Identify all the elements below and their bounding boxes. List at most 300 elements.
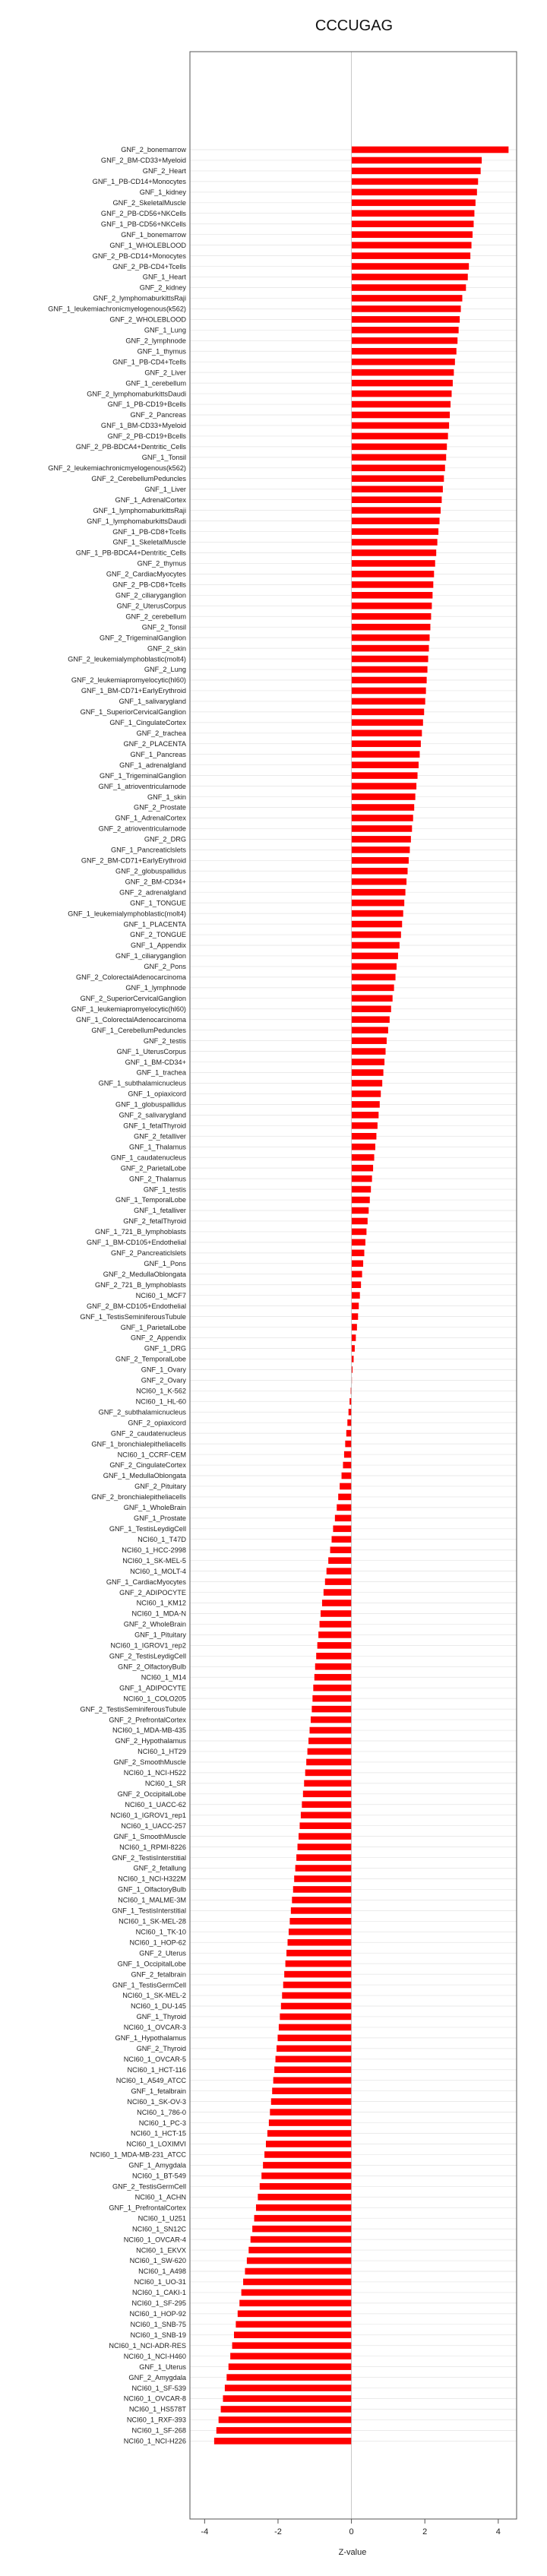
bar bbox=[352, 1302, 359, 1309]
category-label: GNF_1_Pancreaticlslets bbox=[110, 846, 186, 854]
category-label: GNF_1_cerebellum bbox=[125, 379, 186, 388]
bar bbox=[293, 1886, 352, 1893]
bar bbox=[337, 1505, 351, 1511]
category-label: NCI60_1_SF-295 bbox=[131, 2299, 186, 2308]
bar bbox=[219, 2416, 352, 2423]
bar bbox=[305, 1770, 352, 1777]
bar bbox=[352, 921, 403, 928]
bar bbox=[263, 2162, 351, 2169]
bar bbox=[352, 1271, 362, 1277]
category-label: GNF_1_WholeBrain bbox=[123, 1504, 186, 1512]
bar bbox=[343, 1462, 351, 1469]
bar bbox=[299, 1833, 352, 1840]
category-label: GNF_1_leukemialymphoblastic(molt4) bbox=[68, 910, 186, 918]
category-label: NCI60_1_LOXIMVI bbox=[126, 2140, 186, 2148]
category-label: GNF_2_DRG bbox=[144, 835, 186, 843]
bar bbox=[352, 740, 421, 747]
category-label: NCI60_1_HOP-62 bbox=[129, 1938, 186, 1947]
category-label: GNF_2_Prostate bbox=[134, 803, 186, 812]
bar bbox=[229, 2363, 352, 2370]
bar bbox=[282, 1992, 351, 1999]
bar bbox=[352, 433, 448, 440]
bar bbox=[303, 1791, 352, 1798]
category-label: GNF_1_ciliaryganglion bbox=[115, 952, 186, 960]
bar bbox=[352, 1122, 378, 1129]
bar bbox=[352, 751, 420, 758]
category-label: GNF_2_Pituitary bbox=[134, 1483, 186, 1491]
category-label: GNF_1_Hypothalamus bbox=[115, 2034, 186, 2043]
bar bbox=[311, 1706, 351, 1713]
category-label: NCI60_1_COLO205 bbox=[123, 1695, 186, 1703]
category-label: GNF_1_SmoothMuscle bbox=[113, 1832, 186, 1840]
bar bbox=[352, 836, 411, 843]
bar bbox=[247, 2258, 352, 2264]
category-label: NCI60_1_MDA-MB-435 bbox=[112, 1726, 186, 1735]
category-label: GNF_2_Heart bbox=[142, 167, 186, 176]
bar bbox=[238, 2311, 352, 2318]
category-label: NCI60_1_IGROV1_rep2 bbox=[110, 1641, 186, 1650]
bar bbox=[306, 1759, 351, 1766]
bar bbox=[296, 1854, 351, 1861]
category-label: NCI60_1_T47D bbox=[138, 1535, 186, 1543]
bar bbox=[352, 974, 396, 981]
bar bbox=[352, 1345, 355, 1352]
bar bbox=[330, 1546, 352, 1553]
category-label: GNF_1_UterusCorpus bbox=[116, 1047, 186, 1055]
category-label: GNF_1_TONGUE bbox=[130, 899, 186, 907]
category-label: GNF_1_skin bbox=[147, 793, 186, 801]
bar bbox=[214, 2438, 352, 2445]
category-label: GNF_1_PrefrontalCortex bbox=[109, 2204, 186, 2212]
category-label: GNF_2_BM-CD33+Myeloid bbox=[100, 157, 186, 165]
category-label: NCI60_1_UACC-257 bbox=[121, 1821, 186, 1830]
bar bbox=[308, 1738, 352, 1745]
category-label: GNF_1_CingulateCortex bbox=[109, 719, 186, 727]
category-labels bbox=[48, 146, 187, 2445]
bar bbox=[352, 698, 425, 705]
bar bbox=[255, 2215, 352, 2222]
bar bbox=[352, 391, 452, 397]
category-label: NCI60_1_HCT-116 bbox=[127, 2065, 186, 2074]
category-label: GNF_1_salivarygland bbox=[119, 698, 186, 706]
category-label: GNF_2_leukemiapromyelocytic(hl60) bbox=[71, 676, 186, 685]
bar bbox=[277, 2035, 351, 2042]
category-label: GNF_1_OlfactoryBulb bbox=[118, 1885, 186, 1894]
category-label: GNF_2_Hypothalamus bbox=[115, 1737, 186, 1745]
category-label: GNF_2_PB-CD8+Tcells bbox=[112, 581, 186, 589]
category-label: GNF_1_subthalamicnucleus bbox=[98, 1079, 186, 1087]
category-label: NCI60_1_NCI-H226 bbox=[123, 2437, 186, 2445]
bar bbox=[304, 1780, 351, 1787]
category-label: GNF_2_CardiacMyocytes bbox=[106, 570, 186, 578]
category-label: GNF_2_caudatenucleus bbox=[110, 1429, 186, 1438]
bar bbox=[352, 220, 474, 227]
bar bbox=[274, 2077, 352, 2084]
category-label: GNF_2_Thalamus bbox=[128, 1175, 186, 1183]
category-label: GNF_1_WHOLEBLOOD bbox=[109, 241, 186, 249]
category-label: GNF_2_thymus bbox=[137, 559, 186, 568]
category-label: NCI60_1_UO-31 bbox=[134, 2278, 186, 2286]
category-label: NCI60_1_SNB-75 bbox=[130, 2321, 186, 2328]
bar bbox=[321, 1610, 352, 1617]
category-label: GNF_2_cerebellum bbox=[125, 612, 186, 621]
bar bbox=[352, 1154, 375, 1161]
category-label: GNF_2_UterusCorpus bbox=[116, 602, 186, 610]
bar bbox=[352, 624, 431, 631]
category-label: NCI60_1_OVCAR-5 bbox=[123, 2055, 186, 2063]
bar bbox=[352, 645, 429, 652]
category-label: GNF_1_PB-CD56+NKCells bbox=[100, 220, 186, 228]
x-axis-ticks bbox=[201, 2519, 500, 2536]
category-label: NCI60_1_IGROV1_rep1 bbox=[110, 1811, 186, 1819]
bar bbox=[352, 1037, 387, 1044]
category-label: GNF_1_Pituitary bbox=[134, 1631, 186, 1639]
category-label: GNF_2_ParietalLobe bbox=[120, 1164, 186, 1172]
category-label: GNF_1_kidney bbox=[139, 188, 186, 197]
bar bbox=[352, 772, 418, 779]
category-label: NCI60_1_UACC-62 bbox=[125, 1800, 186, 1809]
category-label: NCI60_1_EKVX bbox=[136, 2246, 186, 2255]
category-label: GNF_2_salivarygland bbox=[119, 1111, 186, 1119]
bar bbox=[344, 1451, 352, 1458]
bar bbox=[352, 804, 415, 811]
category-label: GNF_1_Lung bbox=[144, 326, 186, 334]
category-label: GNF_2_BM-CD105+Endothelial bbox=[87, 1302, 186, 1310]
bar bbox=[289, 1918, 351, 1925]
bar bbox=[352, 761, 419, 768]
bar bbox=[269, 2119, 352, 2126]
category-label: GNF_2_bonemarrow bbox=[121, 146, 186, 154]
bar bbox=[352, 932, 401, 938]
category-label: NCI60_1_TK-10 bbox=[135, 1928, 186, 1936]
category-label: NCI60_1_M14 bbox=[141, 1673, 186, 1682]
bar bbox=[271, 2098, 352, 2105]
bar bbox=[352, 793, 416, 800]
category-label: NCI60_1_HL-60 bbox=[135, 1397, 186, 1406]
category-label: GNF_2_MedullaOblongata bbox=[103, 1270, 186, 1278]
category-label: GNF_2_Uterus bbox=[139, 1949, 186, 1957]
category-label: NCI60_1_SK-MEL-5 bbox=[122, 1556, 186, 1565]
bar bbox=[352, 720, 423, 726]
bar bbox=[352, 985, 394, 992]
bar bbox=[347, 1419, 351, 1426]
category-label: NCI60_1_SN12C bbox=[132, 2225, 186, 2233]
bar bbox=[352, 1281, 362, 1288]
bar bbox=[312, 1695, 351, 1702]
bar bbox=[299, 1822, 351, 1829]
category-label: NCI60_1_HCT-15 bbox=[130, 2129, 186, 2138]
bar bbox=[352, 688, 426, 695]
bar bbox=[266, 2141, 352, 2147]
bar bbox=[325, 1578, 352, 1585]
category-label: GNF_2_bronchialepitheliacells bbox=[91, 1493, 186, 1502]
bar bbox=[294, 1875, 351, 1882]
bar bbox=[352, 1059, 384, 1065]
bar bbox=[291, 1907, 352, 1914]
category-label: GNF_2_adrenalgland bbox=[119, 888, 186, 897]
x-tick-label: 0 bbox=[349, 2527, 354, 2536]
category-label: GNF_1_TestisInterstitial bbox=[112, 1907, 186, 1915]
bar bbox=[258, 2194, 351, 2201]
bar bbox=[352, 465, 445, 472]
bar bbox=[352, 1176, 372, 1182]
category-label: GNF_2_TrigeminalGanglion bbox=[99, 634, 186, 642]
bar bbox=[352, 284, 466, 291]
bar bbox=[234, 2331, 352, 2338]
category-label: NCI60_1_SK-OV-3 bbox=[127, 2097, 186, 2106]
bar bbox=[352, 1250, 365, 1257]
bar bbox=[340, 1483, 351, 1490]
category-label: GNF_1_Appendix bbox=[130, 941, 186, 950]
bar bbox=[352, 1197, 370, 1204]
category-label: GNF_1_PB-BDCA4+Dentritic_Cells bbox=[75, 549, 186, 557]
category-label: GNF_2_lymphomaburkittsRaji bbox=[93, 294, 186, 302]
bar bbox=[352, 1334, 356, 1341]
bar bbox=[352, 496, 442, 503]
category-label: GNF_2_CerebellumPeduncles bbox=[91, 474, 186, 483]
x-axis-label: Z-value bbox=[338, 2548, 367, 2557]
category-label: NCI60_1_CAKI-1 bbox=[132, 2289, 186, 2297]
category-label: GNF_1_Amygdala bbox=[128, 2161, 186, 2169]
bar bbox=[352, 1261, 363, 1267]
category-label: NCI60_1_U251 bbox=[138, 2214, 186, 2223]
category-label: NCI60_1_BT-549 bbox=[132, 2172, 186, 2180]
x-tick-label: -4 bbox=[201, 2527, 209, 2536]
category-label: NCI60_1_SF-539 bbox=[131, 2384, 186, 2392]
bar bbox=[352, 1027, 388, 1033]
bar bbox=[349, 1409, 352, 1416]
bar bbox=[279, 2024, 352, 2031]
x-tick-label: -2 bbox=[274, 2527, 282, 2536]
category-label: GNF_1_BM-CD33+Myeloid bbox=[100, 422, 186, 430]
bar bbox=[352, 305, 461, 312]
bar bbox=[352, 1112, 379, 1119]
category-label: NCI60_1_SW-620 bbox=[129, 2257, 186, 2265]
bar bbox=[352, 910, 403, 917]
category-label: GNF_1_trachea bbox=[136, 1068, 186, 1077]
category-label: GNF_1_ADIPOCYTE bbox=[119, 1684, 186, 1692]
category-label: NCI60_1_MOLT-4 bbox=[130, 1567, 186, 1575]
category-label: GNF_2_BM-CD71+EarlyErythroid bbox=[81, 856, 186, 865]
category-label: GNF_1_TestisSeminiferousTubule bbox=[80, 1312, 186, 1321]
category-label: GNF_2_subthalamicnucleus bbox=[98, 1408, 186, 1416]
category-label: GNF_2_Pancreas bbox=[130, 411, 186, 419]
x-tick-label: 2 bbox=[422, 2527, 428, 2536]
bar bbox=[315, 1674, 352, 1681]
bar bbox=[302, 1801, 351, 1808]
bar bbox=[352, 210, 475, 217]
category-label: GNF_2_TONGUE bbox=[130, 931, 186, 939]
category-label: GNF_1_Prostate bbox=[134, 1514, 186, 1523]
category-label: GNF_1_lymphomaburkittsRaji bbox=[93, 506, 186, 514]
bar bbox=[352, 1218, 368, 1225]
bar bbox=[352, 635, 430, 641]
bar bbox=[352, 539, 438, 546]
bar bbox=[352, 847, 410, 853]
bar bbox=[352, 359, 455, 366]
bar bbox=[352, 549, 437, 556]
category-label: GNF_1_Pancreas bbox=[130, 750, 186, 758]
bar bbox=[242, 2290, 352, 2296]
bar bbox=[310, 1727, 352, 1734]
category-label: GNF_2_PB-CD4+Tcells bbox=[112, 262, 186, 271]
category-label: GNF_2_TemporalLobe bbox=[115, 1355, 186, 1363]
bar bbox=[313, 1685, 351, 1691]
category-label: GNF_1_MedullaOblongata bbox=[103, 1472, 186, 1480]
category-label: GNF_2_lymphomaburkittsDaudi bbox=[87, 390, 186, 398]
bar bbox=[251, 2236, 352, 2243]
category-label: GNF_1_TemporalLobe bbox=[115, 1196, 186, 1204]
bar bbox=[281, 2003, 352, 2010]
category-label: GNF_2_SmoothMuscle bbox=[113, 1758, 186, 1767]
x-tick-label: 4 bbox=[495, 2527, 501, 2536]
bar bbox=[352, 517, 440, 524]
category-label: NCI60_1_SK-MEL-2 bbox=[122, 1992, 186, 2000]
bar bbox=[352, 1080, 383, 1087]
bar bbox=[352, 613, 432, 620]
bar bbox=[236, 2321, 351, 2328]
bar bbox=[352, 274, 468, 280]
category-label: GNF_2_fetallung bbox=[133, 1864, 186, 1872]
category-label: GNF_2_PB-CD14+Monocytes bbox=[92, 252, 186, 260]
bar bbox=[352, 1356, 354, 1362]
bar bbox=[327, 1568, 352, 1574]
category-label: GNF_2_PB-CD19+Bcells bbox=[107, 432, 186, 441]
category-label: GNF_1_leukemiachronicmyelogenous(k562) bbox=[48, 305, 186, 313]
category-label: NCI60_1_A498 bbox=[138, 2267, 186, 2276]
category-label: GNF_1_globuspallidus bbox=[115, 1100, 186, 1109]
category-label: GNF_1_PB-CD4+Tcells bbox=[112, 358, 186, 366]
category-label: NCI60_1_SK-MEL-28 bbox=[119, 1917, 186, 1926]
bar bbox=[352, 1133, 377, 1140]
category-label: GNF_2_Lung bbox=[144, 666, 186, 674]
category-label: GNF_1_caudatenucleus bbox=[110, 1154, 186, 1162]
bar bbox=[352, 168, 481, 175]
bar bbox=[289, 1929, 352, 1935]
category-label: GNF_1_ParietalLobe bbox=[120, 1323, 186, 1331]
category-label: GNF_1_SkeletalMuscle bbox=[112, 538, 186, 546]
bar bbox=[335, 1515, 352, 1522]
bar bbox=[352, 242, 472, 248]
category-label: GNF_2_PB-CD56+NKCells bbox=[100, 209, 186, 217]
category-label: NCI60_1_ACHN bbox=[134, 2193, 186, 2201]
category-label: GNF_2_ColorectalAdenocarcinoma bbox=[75, 973, 186, 982]
bar bbox=[252, 2226, 351, 2233]
category-label: GNF_2_leukemialymphoblastic(molt4) bbox=[68, 655, 186, 663]
bar bbox=[352, 825, 413, 832]
category-label: NCI60_1_HS578T bbox=[128, 2405, 186, 2413]
bar bbox=[352, 507, 441, 514]
category-label: GNF_2_Tonsil bbox=[141, 623, 186, 631]
bar bbox=[328, 1557, 351, 1564]
bar bbox=[315, 1663, 352, 1670]
category-label: GNF_1_SuperiorCervicalGanglion bbox=[80, 708, 186, 717]
bar bbox=[225, 2385, 352, 2391]
category-label: GNF_2_Appendix bbox=[130, 1334, 186, 1342]
bar bbox=[352, 900, 405, 907]
category-label: GNF_1_PLACENTA bbox=[123, 920, 186, 929]
category-label: GNF_2_CingulateCortex bbox=[109, 1461, 186, 1470]
category-label: GNF_2_TestisSeminiferousTubule bbox=[80, 1705, 186, 1714]
category-label: GNF_2_OccipitalLobe bbox=[117, 1790, 186, 1798]
bar bbox=[352, 1165, 374, 1172]
bar bbox=[308, 1748, 352, 1755]
category-label: GNF_1_Ovary bbox=[141, 1366, 186, 1374]
bar bbox=[342, 1473, 352, 1479]
bar bbox=[280, 2014, 351, 2021]
bar bbox=[352, 189, 477, 196]
category-label: GNF_1_adrenalgland bbox=[119, 761, 186, 769]
category-label: GNF_2_globuspallidus bbox=[115, 867, 186, 875]
category-label: GNF_1_PB-CD8+Tcells bbox=[112, 527, 186, 536]
category-label: GNF_2_Ovary bbox=[141, 1376, 186, 1385]
category-label: GNF_2_Pons bbox=[144, 963, 186, 971]
category-label: NCI60_1_SNB-19 bbox=[130, 2331, 186, 2339]
bar bbox=[352, 815, 413, 821]
bar bbox=[352, 231, 473, 238]
bar bbox=[352, 422, 450, 429]
bar bbox=[288, 1939, 352, 1946]
category-label: GNF_2_WholeBrain bbox=[123, 1620, 186, 1628]
category-label: GNF_2_BM-CD34+ bbox=[125, 878, 186, 886]
category-label: GNF_2_kidney bbox=[139, 283, 186, 292]
category-label: NCI60_1_RPMI-8226 bbox=[119, 1843, 186, 1851]
category-label: GNF_2_leukemiachronicmyelogenous(k562) bbox=[48, 464, 186, 472]
category-label: NCI60_1_OVCAR-4 bbox=[123, 2236, 186, 2244]
category-label: GNF_1_fetalbrain bbox=[131, 2087, 186, 2095]
category-label: GNF_2_fetalThyroid bbox=[123, 1217, 186, 1226]
category-label: GNF_2_atrioventricularnode bbox=[98, 824, 186, 833]
category-label: NCI60_1_NCI-H322M bbox=[118, 1875, 186, 1883]
bar bbox=[352, 252, 471, 259]
category-label: GNF_2_ADIPOCYTE bbox=[119, 1588, 186, 1597]
bar bbox=[322, 1600, 352, 1606]
category-label: GNF_2_TestisGermCell bbox=[112, 2182, 186, 2191]
bar bbox=[318, 1631, 351, 1638]
bar bbox=[352, 889, 406, 896]
bar bbox=[352, 316, 460, 323]
category-label: GNF_1_Liver bbox=[144, 485, 186, 493]
bar bbox=[352, 295, 463, 302]
bar bbox=[318, 1642, 352, 1649]
bar bbox=[267, 2130, 352, 2137]
bar bbox=[352, 412, 450, 419]
bar bbox=[331, 1536, 351, 1543]
category-label: NCI60_1_OVCAR-3 bbox=[123, 2024, 186, 2032]
category-label: GNF_2_fetalbrain bbox=[131, 1970, 186, 1979]
bar bbox=[352, 147, 509, 153]
category-label: GNF_1_PB-CD19+Bcells bbox=[107, 400, 186, 409]
bar bbox=[352, 964, 397, 970]
bar bbox=[352, 348, 457, 355]
bar bbox=[226, 2374, 351, 2381]
category-label: GNF_1_atrioventricularnode bbox=[98, 782, 186, 790]
bar bbox=[352, 401, 451, 408]
bar bbox=[352, 942, 400, 949]
category-label: GNF_2_TestisLeydigCell bbox=[109, 1652, 186, 1660]
bar bbox=[352, 179, 479, 185]
bar bbox=[352, 1101, 380, 1108]
bar bbox=[261, 2173, 351, 2179]
category-label: GNF_1_TrigeminalGanglion bbox=[99, 771, 186, 780]
bar bbox=[352, 666, 428, 673]
category-label: NCI60_1_NCI-H460 bbox=[123, 2352, 186, 2360]
bar bbox=[277, 2046, 352, 2052]
bar bbox=[346, 1430, 352, 1437]
bar bbox=[301, 1812, 352, 1818]
category-label: GNF_1_lymphnode bbox=[125, 984, 186, 992]
bar bbox=[352, 560, 435, 567]
